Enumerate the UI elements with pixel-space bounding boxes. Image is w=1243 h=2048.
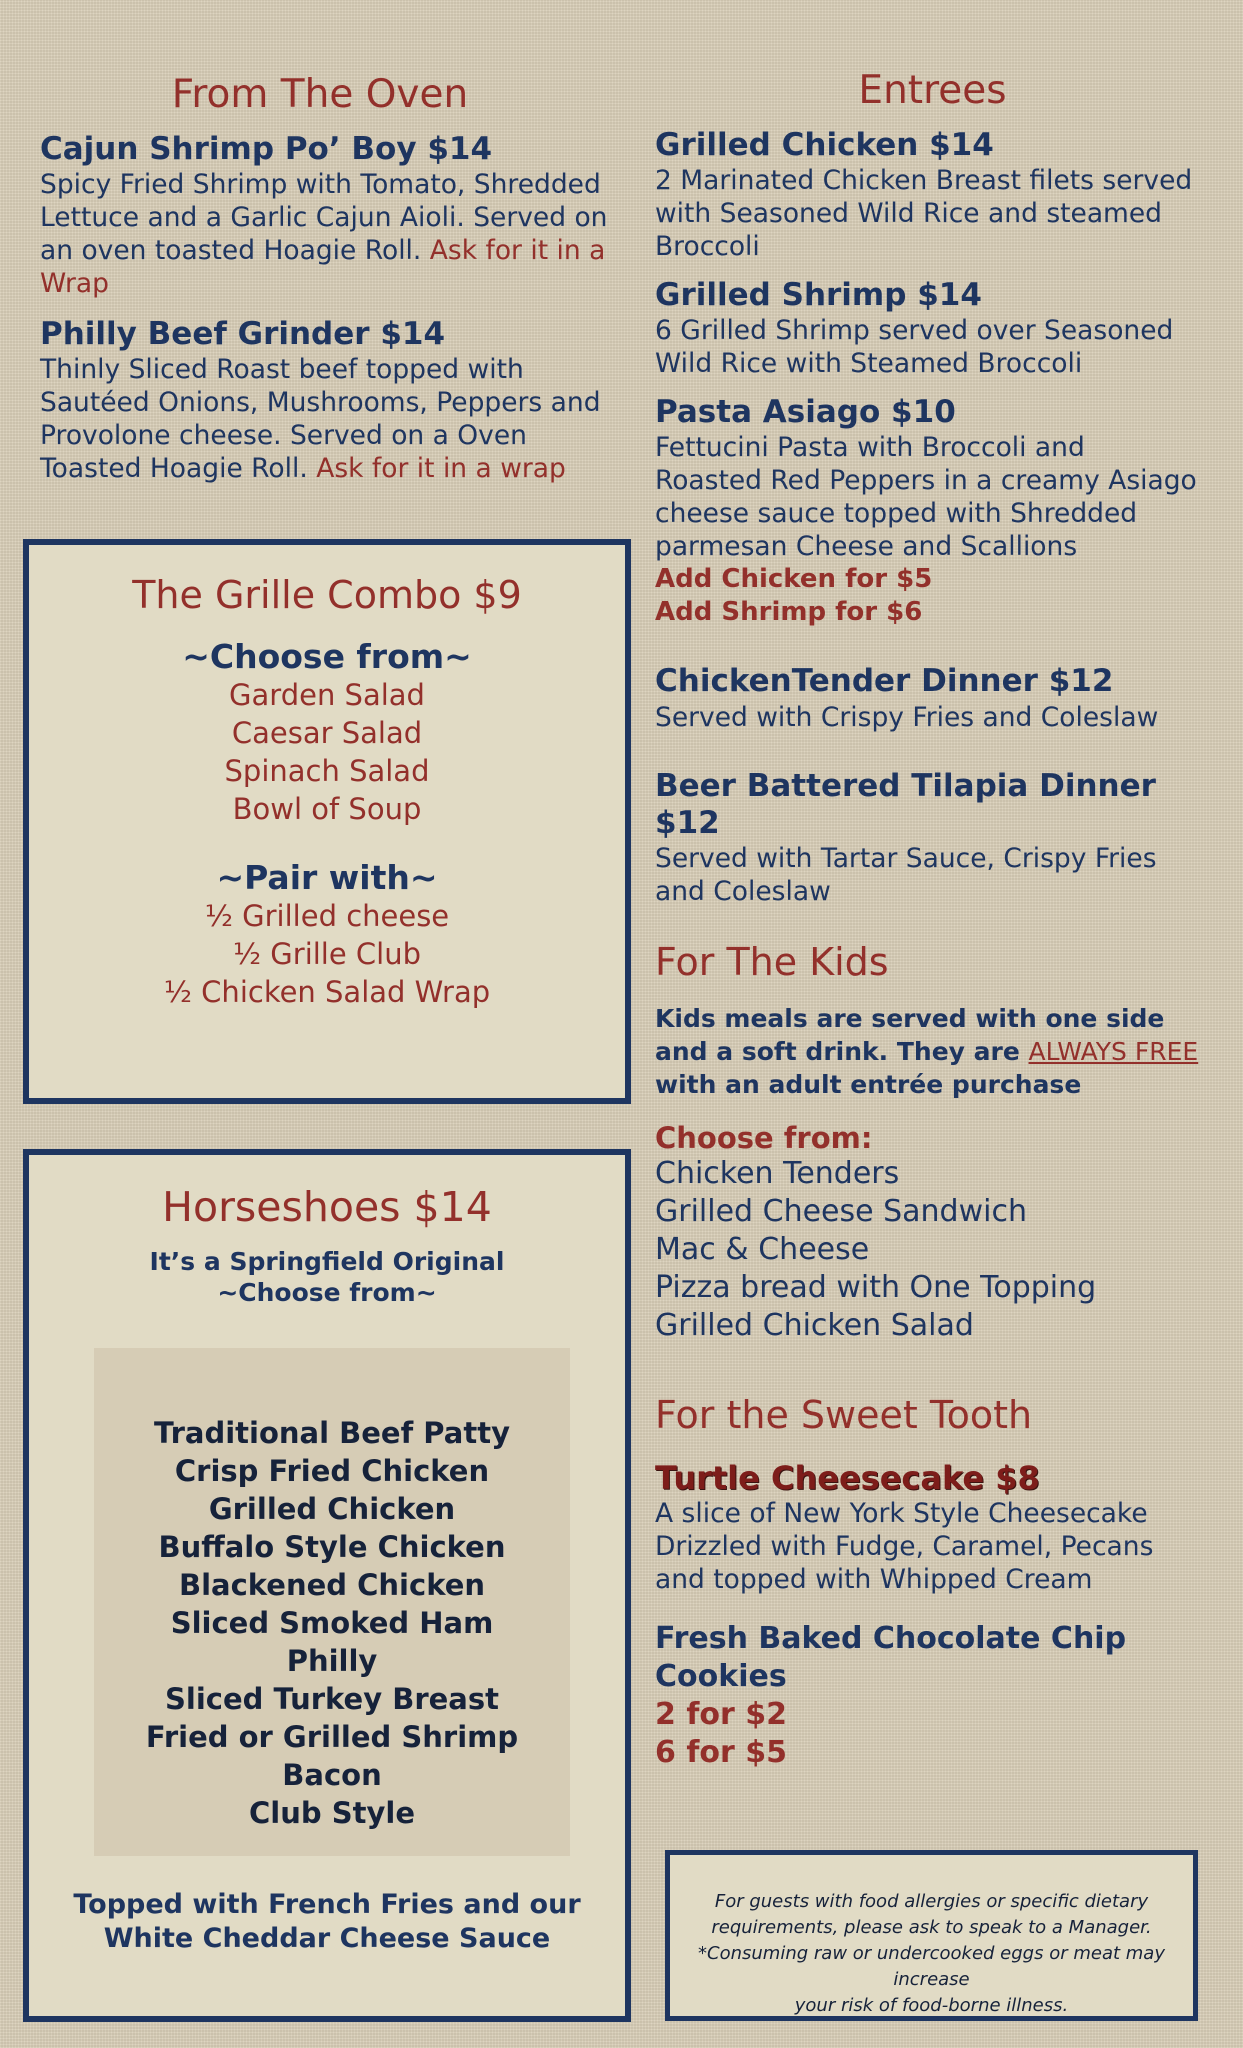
list-item: Sliced Smoked Ham (170, 1606, 494, 1640)
notice-line: requirements, please ask to speak to a Manager. (711, 1917, 1152, 1938)
item-name: Philly Beef Grinder $14 (40, 315, 446, 352)
item-description (40, 353, 620, 485)
list-item: Club Style (249, 1796, 415, 1830)
list-item: Philly (286, 1644, 378, 1678)
cookie-prices (655, 1696, 1200, 1772)
combo-choose-heading: ~Choose from~ (182, 637, 472, 676)
entrees-section (655, 68, 1200, 908)
combo-title: The Grille Combo $9 (132, 573, 522, 617)
list-item: Chicken Tenders (655, 1155, 900, 1191)
item-name: Pasta Asiago $10 (655, 394, 956, 431)
list-item: Grilled Chicken (208, 1492, 456, 1526)
item-desc-text: Thinly Sliced Roast beef topped with Sautéed Onions, Mushrooms, Peppers and Provolone cheese. Served on a Oven Toasted Hoagie Roll. (40, 354, 601, 485)
entrees-title: Entrees (858, 68, 1007, 113)
addon-shrimp: Add Shrimp for $6 (655, 597, 923, 628)
list-item: Pizza bread with One Topping (655, 1269, 1097, 1305)
cookie-price: 6 for $5 (655, 1734, 787, 1770)
menu-item (40, 131, 620, 300)
kids-intro-text: with an adult entrée purchase (655, 1069, 1082, 1099)
kids-list (655, 1155, 1200, 1345)
menu-item (655, 127, 1200, 263)
item-description (40, 168, 620, 300)
list-item: Bacon (282, 1758, 382, 1792)
cookie-price: 2 for $2 (655, 1696, 787, 1732)
combo-choose-list (29, 676, 625, 828)
list-item: ½ Grille Club (232, 937, 422, 971)
horseshoes-choose-heading: ~Choose from~ (217, 1278, 437, 1307)
menu-item (655, 663, 1200, 733)
list-item: Crisp Fried Chicken (174, 1454, 490, 1488)
item-name: Grilled Chicken $14 (655, 126, 994, 163)
item-desc-text: Spicy Fried Shrimp with Tomato, Shredded Lettuce and a Garlic Cajun Aioli. Served on an oven toasted Hoagie Roll. (40, 168, 608, 266)
wrap-note: Ask for it in a wrap (316, 453, 566, 485)
footer-line: Topped with French Fries and our (73, 1889, 581, 1920)
item-name: ChickenTender Dinner $12 (655, 663, 1114, 700)
list-item: Sliced Turkey Breast (165, 1682, 499, 1716)
notice-line: your risk of food-borne illness. (794, 1995, 1069, 2016)
combo-pair-heading: ~Pair with~ (216, 858, 438, 897)
item-description: Served with Crispy Fries and Coleslaw (655, 701, 1159, 733)
sweet-section (655, 1393, 1200, 1772)
list-item: ½ Chicken Salad Wrap (163, 975, 491, 1009)
footer-line: White Cheddar Cheese Sauce (103, 1923, 551, 1954)
item-description: 6 Grilled Shrimp served over Seasoned Wild Rice with Steamed Broccoli (655, 315, 1174, 380)
horseshoes-box (23, 1149, 631, 2022)
horseshoes-footer (29, 1888, 625, 1956)
notice-line: *Consuming raw or undercooked eggs or meat may increase (698, 1943, 1165, 1990)
kids-intro-text: Kids meals are served with one side and a soft drink. They are (655, 1003, 1165, 1066)
kids-choose-heading: Choose from: (655, 1120, 873, 1155)
list-item: Grilled Chicken Salad (655, 1307, 974, 1343)
cheesecake-description: A slice of New York Style Cheesecake Drizzled with Fudge, Caramel, Pecans and topped with Whipped Cream (655, 1497, 1154, 1595)
item-description: Fettucini Pasta with Broccoli and Roasted Red Peppers in a creamy Asiago cheese sauce topped with Shredded parmesan Cheese and Scallions (655, 432, 1197, 563)
list-item: Buffalo Style Chicken (158, 1530, 506, 1564)
list-item: Blackened Chicken (178, 1568, 486, 1602)
list-item: Caesar Salad (231, 716, 423, 750)
list-item: Grilled Cheese Sandwich (655, 1193, 1027, 1229)
combo-box (23, 539, 631, 1104)
item-name: Grilled Shrimp $14 (655, 276, 982, 313)
list-item: Mac & Cheese (655, 1231, 870, 1267)
cookie-name-line: Cookies (655, 1658, 787, 1694)
addon-chicken: Add Chicken for $5 (655, 564, 933, 595)
list-item: Traditional Beef Patty (154, 1416, 510, 1450)
horseshoes-title: Horseshoes $14 (162, 1183, 492, 1231)
list-item: Garden Salad (229, 678, 425, 712)
sweet-title: For the Sweet Tooth (655, 1393, 1033, 1437)
oven-title: From The Oven (171, 72, 469, 117)
horseshoes-subtitle: It’s a Springfield Original (149, 1247, 505, 1276)
item-name: Cajun Shrimp Po’ Boy $14 (40, 130, 493, 167)
notice-line: For guests with food allergies or specific dietary (714, 1891, 1149, 1912)
item-name: Beer Battered Tilapia Dinner $12 (655, 767, 1156, 841)
menu-item (40, 316, 620, 485)
list-item: Spinach Salad (224, 754, 430, 788)
list-item: Bowl of Soup (232, 792, 422, 826)
list-item: Fried or Grilled Shrimp (145, 1720, 519, 1754)
cheesecake-name: Turtle Cheesecake $8 (655, 1458, 1040, 1497)
kids-title: For The Kids (655, 940, 889, 984)
kids-intro (655, 1002, 1200, 1101)
always-free-highlight: ALWAYS FREE (1028, 1036, 1199, 1066)
horseshoes-options-panel (94, 1348, 570, 1856)
allergy-notice-box (665, 1850, 1198, 2021)
kids-section (655, 940, 1200, 1345)
cookie-name-line: Fresh Baked Chocolate Chip (655, 1620, 1127, 1656)
combo-pair-list (29, 897, 625, 1011)
wrap-note: Ask for it in a Wrap (40, 234, 606, 299)
menu-item (655, 394, 1200, 629)
list-item: ½ Grilled cheese (204, 899, 450, 933)
oven-section (40, 72, 620, 485)
item-description: Served with Tartar Sauce, Crispy Fries and Coleslaw (655, 842, 1157, 907)
menu-item (655, 277, 1200, 380)
cookie-name (655, 1620, 1200, 1696)
menu-item (655, 768, 1200, 908)
item-description: 2 Marinated Chicken Breast filets served with Seasoned Wild Rice and steamed Broccoli (655, 164, 1193, 262)
